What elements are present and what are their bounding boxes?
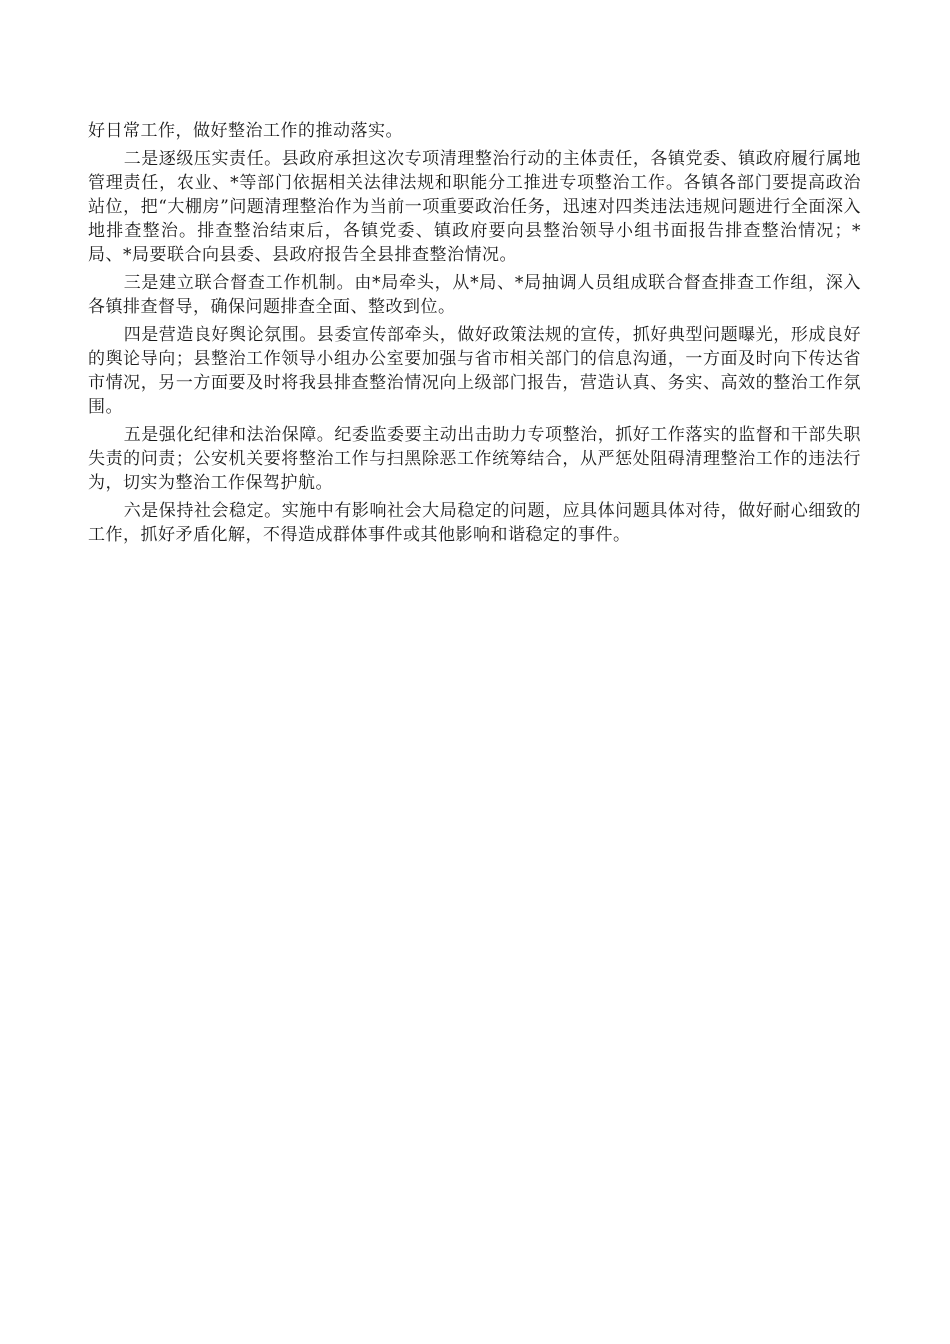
paragraph-discipline-law: 五是强化纪律和法治保障。纪委监委要主动出击助力专项整治，抓好工作落实的监督和干部失职失责的问责；公安机关要将整治工作与扫黑除恶工作统筹结合，从严惩处阻碍清理整治工作的违法行为，切实为整治工作保驾护航。 <box>88 425 861 493</box>
paragraph-joint-inspection: 三是建立联合督查工作机制。由*局牵头，从*局、*局抽调人员组成联合督查排查工作组，深入各镇排查督导，确保问题排查全面、整改到位。 <box>88 273 861 317</box>
paragraph-public-opinion: 四是营造良好舆论氛围。县委宣传部牵头，做好政策法规的宣传，抓好典型问题曝光，形成良好的舆论导向；县整治工作领导小组办公室要加强与省市相关部门的信息沟通，一方面及时向下传达省市情况，另一方面要及时将我县排查整治情况向上级部门报告，营造认真、务实、高效的整治工作氛围。 <box>88 325 861 417</box>
paragraph-continuation: 好日常工作，做好整治工作的推动落实。 <box>88 121 403 141</box>
document-body <box>88 119 861 551</box>
paragraph-responsibility: 二是逐级压实责任。县政府承担这次专项清理整治行动的主体责任，各镇党委、镇政府履行属地管理责任，农业、*等部门依据相关法律法规和职能分工推进专项整治工作。各镇各部门要提高政治站位，把“大棚房”问题清理整治作为当前一项重要政治任务，迅速对四类违法违规问题进行全面深入地排查整治。排查整治结束后，各镇党委、镇政府要向县整治领导小组书面报告排查整治情况；*局、*局要联合向县委、县政府报告全县排查整治情况。 <box>88 149 861 265</box>
paragraph-social-stability: 六是保持社会稳定。实施中有影响社会大局稳定的问题，应具体问题具体对待，做好耐心细致的工作，抓好矛盾化解，不得造成群体事件或其他影响和谐稳定的事件。 <box>88 501 861 545</box>
